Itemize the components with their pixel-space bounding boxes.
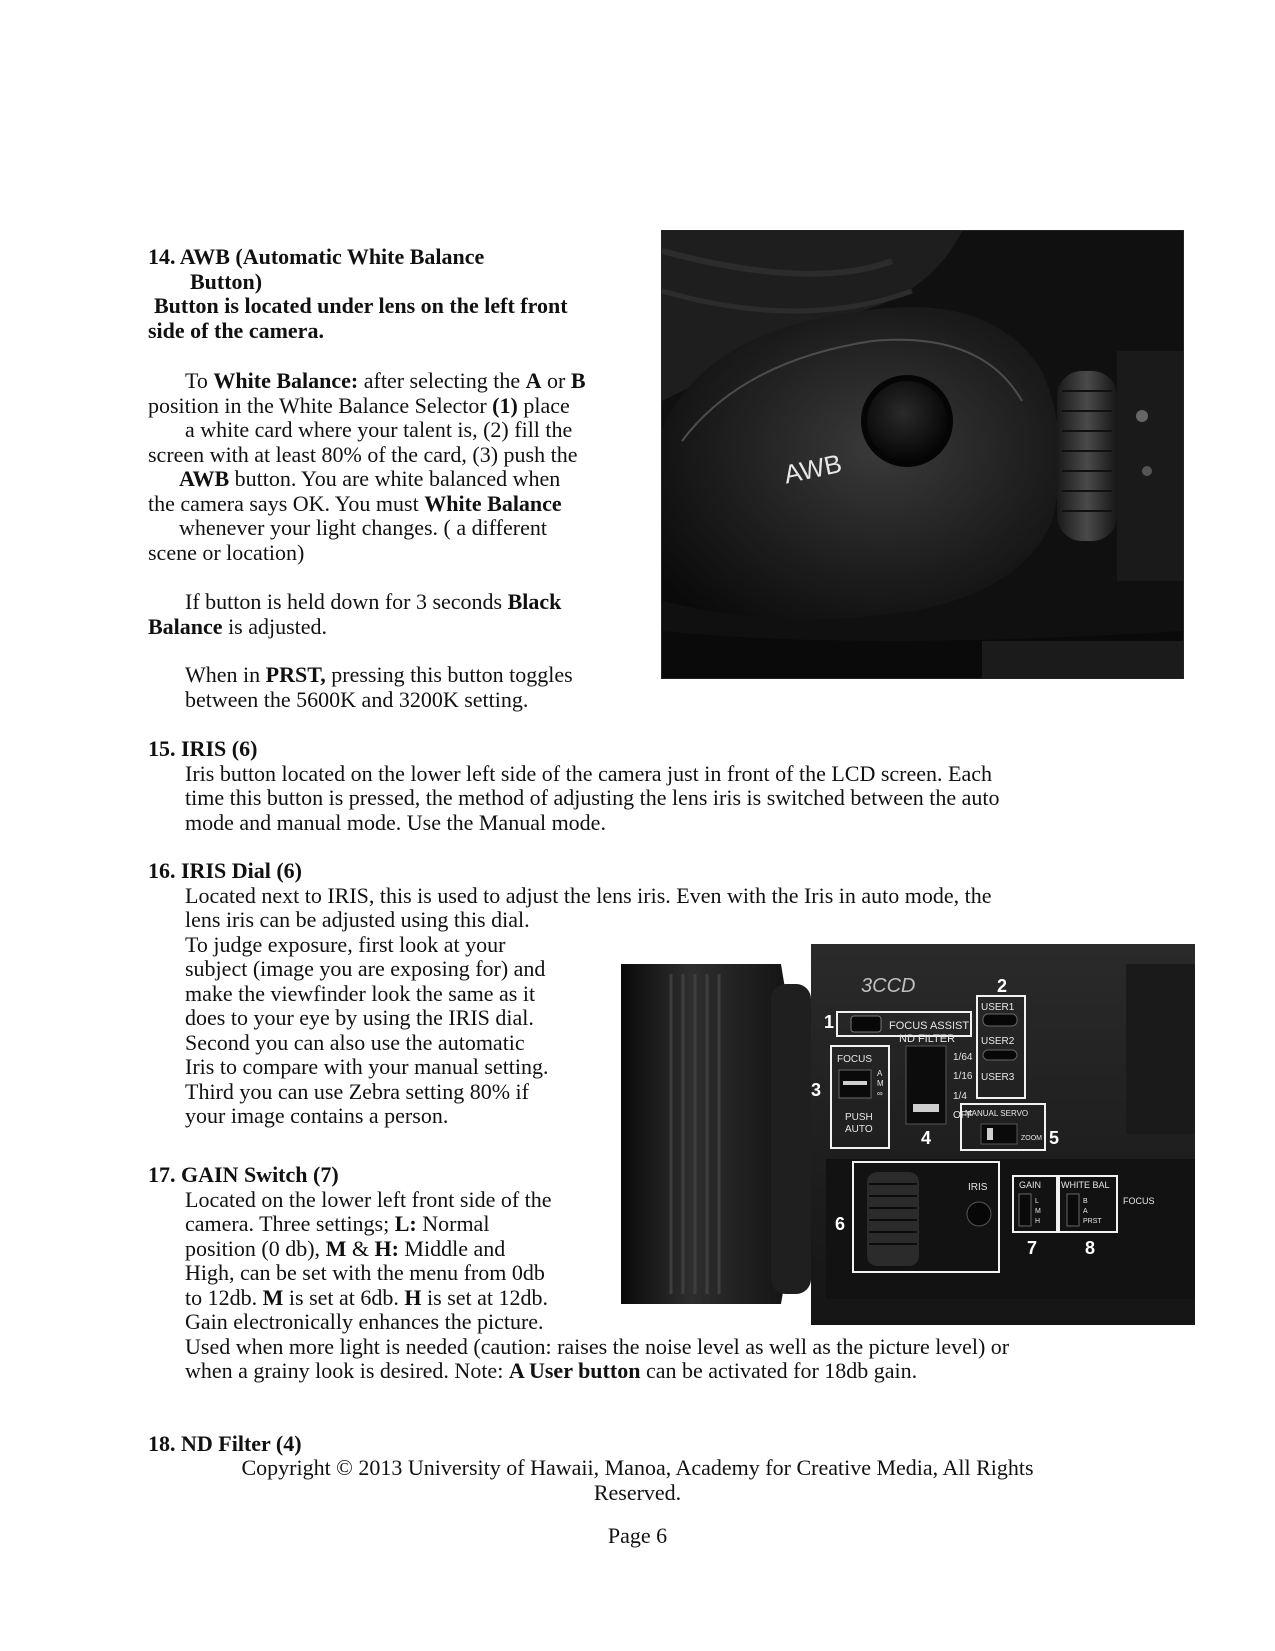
user2-label: USER2 bbox=[981, 1036, 1015, 1047]
section-15: 15. IRIS (6) Iris button located on the lower left side of the camera just in front of the LCD screen. Each time this button is pressed, the method of adjusting the lens iris is switched between the auto mode and manual mode. Use the Manual mode. bbox=[148, 737, 1148, 835]
focus-mode-a: A bbox=[877, 1069, 883, 1078]
wb-level-prst: PRST bbox=[1083, 1218, 1102, 1225]
callout-1: 1 bbox=[824, 1012, 835, 1032]
focus-label: FOCUS bbox=[837, 1054, 872, 1065]
section-16-heading: 16. IRIS Dial (6) bbox=[148, 858, 303, 883]
nd-value-1-4: 1/4 bbox=[953, 1091, 967, 1102]
user1-label: USER1 bbox=[981, 1002, 1015, 1013]
section-14-paragraph-3: When in PRST, pressing this button toggles between the 5600K and 3200K setting. bbox=[185, 662, 573, 712]
manual-servo-label: MANUAL SERVO bbox=[965, 1109, 1029, 1118]
iris-label: IRIS bbox=[968, 1182, 988, 1193]
awb-button-photo bbox=[661, 230, 1184, 679]
nd-value-1-16: 1/16 bbox=[953, 1071, 973, 1082]
section-15-heading: 15. IRIS (6) bbox=[148, 736, 258, 761]
focus-side-label: FOCUS bbox=[1123, 1196, 1155, 1206]
section-16: 16. IRIS Dial (6) Located next to IRIS, this is used to adjust the lens iris. Even with the Iris in auto mode, the lens iris can be adjusted using this dial. To judge exposure, first look at your subject (image you are exposing for) and make the viewfinder look the same as it does to your eye by using the IRIS dial. Second you can also use the automatic Iris to compare with your manual setting. Third you can use Zebra setting 80% if your image contains a person. bbox=[148, 859, 1148, 1129]
gain-level-h: H bbox=[1035, 1218, 1041, 1225]
callout-4: 4 bbox=[921, 1128, 932, 1148]
wb-level-b: B bbox=[1083, 1198, 1088, 1205]
section-14-paragraph-1: To White Balance: after selecting the A or B position in the White Balance Selector (1) place a white card where your talent is, (2) fill the screen with at least 80% of the card, (3) push the AWB button. You are white balanced when the camera says OK. You must White Balance whenever your light changes. ( a different scene or location) bbox=[148, 368, 586, 565]
white-bal-label: WHITE BAL bbox=[1061, 1180, 1110, 1190]
focus-mode-infinity: ∞ bbox=[877, 1089, 883, 1098]
user3-label: USER3 bbox=[981, 1072, 1015, 1083]
section-14-paragraph-2: If button is held down for 3 seconds Black Balance is adjusted. bbox=[148, 589, 562, 639]
push-auto-label-b: AUTO bbox=[845, 1124, 873, 1135]
focus-assist-label: FOCUS ASSIST bbox=[889, 1020, 970, 1032]
section-18-heading: 18. ND Filter (4) bbox=[148, 1431, 302, 1456]
page-number: Page 6 bbox=[607, 1523, 668, 1548]
gain-label: GAIN bbox=[1019, 1180, 1042, 1190]
brand-3ccd: 3CCD bbox=[861, 975, 916, 997]
gain-level-m: M bbox=[1035, 1208, 1041, 1215]
callout-5: 5 bbox=[1049, 1128, 1060, 1148]
callout-2: 2 bbox=[997, 976, 1008, 996]
nd-filter-label: ND FILTER bbox=[899, 1033, 956, 1045]
focus-mode-m: M bbox=[877, 1079, 884, 1088]
nd-value-off: OFF bbox=[953, 1110, 973, 1121]
callout-8: 8 bbox=[1085, 1238, 1096, 1258]
nd-value-1-64: 1/64 bbox=[953, 1052, 973, 1063]
callout-6: 6 bbox=[835, 1214, 846, 1234]
section-17: 17. GAIN Switch (7) Located on the lower left front side of the camera. Three settings; L: Normal position (0 db), M & H: Middle and High, can be set with the menu from 0db to 12db. M is set at 6db. H is set at 12db. Gain electronically enhances the picture. Used when more light is needed (caution: raises the noise level as well as the picture level) or when a grainy look is desired. Note: A User button can be activated for 18db gain. bbox=[148, 1163, 1148, 1384]
section-14-heading: 14. AWB (Automatic White Balance Button) Button is located under lens on the left front side of the camera. bbox=[148, 244, 568, 343]
zoom-label: ZOOM bbox=[1021, 1135, 1042, 1142]
copyright-footer: Copyright © 2013 University of Hawaii, Manoa, Academy for Creative Media, All Rights Reserved. bbox=[241, 1455, 1034, 1505]
awb-label: AWB bbox=[781, 448, 845, 490]
push-auto-label-a: PUSH bbox=[845, 1112, 873, 1123]
callout-7: 7 bbox=[1027, 1238, 1038, 1258]
gain-level-l: L bbox=[1035, 1198, 1039, 1205]
wb-level-a: A bbox=[1083, 1208, 1088, 1215]
section-17-heading: 17. GAIN Switch (7) bbox=[148, 1162, 339, 1187]
callout-3: 3 bbox=[811, 1080, 822, 1100]
